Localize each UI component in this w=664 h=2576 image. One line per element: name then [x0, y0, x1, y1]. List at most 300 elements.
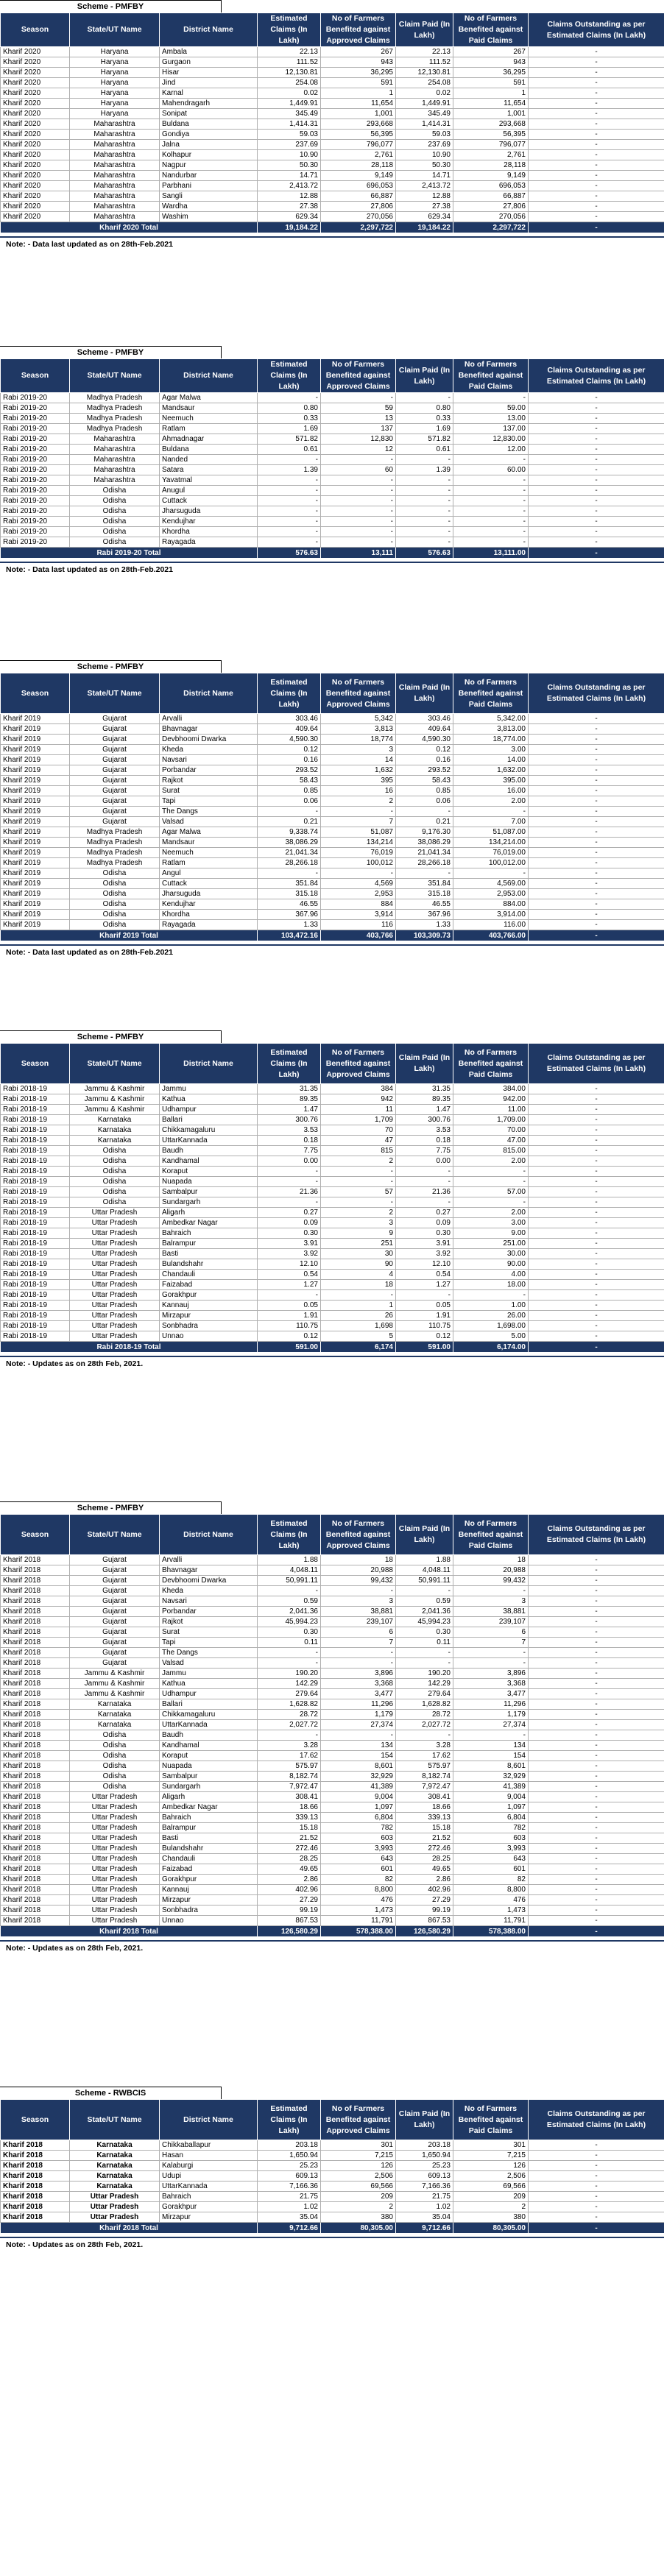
farmers-paid-cell: 5,342.00	[453, 714, 529, 724]
season-cell: Kharif 2019	[1, 858, 70, 868]
table-row	[1, 1617, 664, 1627]
farmers-paid-cell: 76,019.00	[453, 848, 529, 858]
state-cell: Odisha	[70, 486, 160, 496]
district-cell: Rajkot	[160, 776, 258, 786]
farmers-approved-cell: 1,001	[321, 109, 396, 119]
season-cell: Kharif 2020	[1, 109, 70, 119]
season-cell: Rabi 2018-19	[1, 1228, 70, 1239]
season-cell: Kharif 2018	[1, 1916, 70, 1926]
state-cell: Gujarat	[70, 1596, 160, 1607]
farmers-approved-cell: -	[321, 475, 396, 486]
farmers-paid-cell: 11,654	[453, 99, 529, 109]
district-cell: Devbhoomi Dwarka	[160, 735, 258, 745]
table-row	[1, 1875, 664, 1885]
farmers-approved-cell: 1,698	[321, 1321, 396, 1331]
farmers-approved-cell: 476	[321, 1895, 396, 1906]
season-cell: Kharif 2020	[1, 119, 70, 130]
column-header-district: District Name	[160, 1044, 258, 1084]
district-cell: Udhampur	[160, 1689, 258, 1699]
total-row	[1, 1342, 664, 1353]
season-cell: Kharif 2019	[1, 899, 70, 910]
estimated-claims-cell: 609.13	[258, 2171, 321, 2182]
farmers-approved-cell: 1,179	[321, 1710, 396, 1720]
total-outstanding: -	[529, 222, 664, 233]
district-cell: Kheda	[160, 1586, 258, 1596]
estimated-claims-cell: 1,650.94	[258, 2151, 321, 2161]
estimated-claims-cell: 1,628.82	[258, 1699, 321, 1710]
farmers-paid-cell: 26.00	[453, 1311, 529, 1321]
farmers-approved-cell: 11	[321, 1105, 396, 1115]
season-cell: Rabi 2018-19	[1, 1156, 70, 1167]
season-cell: Kharif 2018	[1, 1864, 70, 1875]
table-row	[1, 838, 664, 848]
district-cell: Ahmadnagar	[160, 434, 258, 445]
farmers-paid-cell: 696,053	[453, 181, 529, 191]
state-cell: Jammu & Kashmir	[70, 1084, 160, 1094]
estimated-claims-cell: 0.21	[258, 817, 321, 827]
state-cell: Gujarat	[70, 1607, 160, 1617]
district-cell: Kalaburgi	[160, 2161, 258, 2171]
outstanding-cell: -	[529, 465, 664, 475]
state-cell: Maharashtra	[70, 434, 160, 445]
outstanding-cell: -	[529, 1115, 664, 1125]
season-cell: Kharif 2020	[1, 212, 70, 222]
season-cell: Rabi 2018-19	[1, 1094, 70, 1105]
total-farmers-approved: 403,766	[321, 930, 396, 941]
table-row	[1, 807, 664, 817]
farmers-paid-cell: 601	[453, 1864, 529, 1875]
season-cell: Rabi 2019-20	[1, 537, 70, 548]
season-cell: Kharif 2019	[1, 889, 70, 899]
farmers-paid-cell: -	[453, 1730, 529, 1741]
column-header-estimated: Estimated Claims (In Lakh)	[258, 673, 321, 714]
farmers-paid-cell: 1,179	[453, 1710, 529, 1720]
outstanding-cell: -	[529, 1658, 664, 1669]
district-cell: Udhampur	[160, 1105, 258, 1115]
claim-paid-cell: -	[396, 517, 453, 527]
column-header-claim-paid: Claim Paid (In Lakh)	[396, 1515, 453, 1555]
farmers-paid-cell: 476	[453, 1895, 529, 1906]
claim-paid-cell: -	[396, 807, 453, 817]
outstanding-cell: -	[529, 1228, 664, 1239]
table-row	[1, 1596, 664, 1607]
estimated-claims-cell: -	[258, 537, 321, 548]
claim-paid-cell: 3.53	[396, 1125, 453, 1136]
estimated-claims-cell: 111.52	[258, 57, 321, 68]
claim-paid-cell: 1.39	[396, 465, 453, 475]
claim-paid-cell: -	[396, 506, 453, 517]
estimated-claims-cell: 21,041.34	[258, 848, 321, 858]
state-cell: Uttar Pradesh	[70, 1321, 160, 1331]
season-cell: Kharif 2018	[1, 1658, 70, 1669]
table-row	[1, 1239, 664, 1249]
column-header-claim-paid: Claim Paid (In Lakh)	[396, 359, 453, 393]
district-cell: Faizabad	[160, 1864, 258, 1875]
farmers-paid-cell: -	[453, 1290, 529, 1301]
district-cell: Gorakhpur	[160, 1290, 258, 1301]
district-cell: Cuttack	[160, 496, 258, 506]
district-cell: Nanded	[160, 455, 258, 465]
season-cell: Kharif 2020	[1, 57, 70, 68]
season-cell: Kharif 2018	[1, 1833, 70, 1844]
claim-paid-cell: 300.76	[396, 1115, 453, 1125]
farmers-approved-cell: 601	[321, 1864, 396, 1875]
claim-paid-cell: 111.52	[396, 57, 453, 68]
farmers-approved-cell: 5,342	[321, 714, 396, 724]
farmers-approved-cell: 1,473	[321, 1906, 396, 1916]
estimated-claims-cell: 0.61	[258, 445, 321, 455]
total-farmers-approved: 578,388.00	[321, 1926, 396, 1937]
total-claim-paid: 576.63	[396, 548, 453, 559]
state-cell: Uttar Pradesh	[70, 1259, 160, 1270]
estimated-claims-cell: 1.39	[258, 465, 321, 475]
outstanding-cell: -	[529, 776, 664, 786]
claims-table	[0, 2099, 664, 2234]
table-row	[1, 486, 664, 496]
table-row	[1, 2192, 664, 2202]
season-cell: Rabi 2018-19	[1, 1331, 70, 1342]
farmers-paid-cell: 116.00	[453, 920, 529, 930]
district-cell: Sonbhadra	[160, 1321, 258, 1331]
district-cell: Valsad	[160, 1658, 258, 1669]
outstanding-cell: -	[529, 2212, 664, 2223]
district-cell: Jharsuguda	[160, 889, 258, 899]
table-row	[1, 1576, 664, 1586]
farmers-paid-cell: 69,566	[453, 2182, 529, 2192]
outstanding-cell: -	[529, 1290, 664, 1301]
table-row	[1, 160, 664, 171]
claim-paid-cell: 1,414.31	[396, 119, 453, 130]
table-row	[1, 171, 664, 181]
column-header-estimated: Estimated Claims (In Lakh)	[258, 2100, 321, 2140]
estimated-claims-cell: -	[258, 517, 321, 527]
district-cell: Mandsaur	[160, 838, 258, 848]
state-cell: Karnataka	[70, 2151, 160, 2161]
farmers-approved-cell: 9,149	[321, 171, 396, 181]
state-cell: Odisha	[70, 910, 160, 920]
season-cell: Rabi 2019-20	[1, 393, 70, 403]
table-row	[1, 1627, 664, 1638]
total-claim-paid: 19,184.22	[396, 222, 453, 233]
farmers-paid-cell: 3.00	[453, 745, 529, 755]
table-row	[1, 403, 664, 414]
claim-paid-cell: 629.34	[396, 212, 453, 222]
season-cell: Kharif 2020	[1, 150, 70, 160]
farmers-paid-cell: 270,056	[453, 212, 529, 222]
district-cell: Rajkot	[160, 1617, 258, 1627]
total-estimated: 591.00	[258, 1342, 321, 1353]
estimated-claims-cell: -	[258, 455, 321, 465]
district-cell: Neemuch	[160, 848, 258, 858]
total-claim-paid: 126,580.29	[396, 1926, 453, 1937]
claim-paid-cell: 303.46	[396, 714, 453, 724]
state-cell: Karnataka	[70, 1720, 160, 1730]
farmers-approved-cell: 47	[321, 1136, 396, 1146]
farmers-approved-cell: 591	[321, 78, 396, 88]
table-row	[1, 1710, 664, 1720]
table-row	[1, 1648, 664, 1658]
farmers-approved-cell: 3	[321, 1218, 396, 1228]
estimated-claims-cell: 0.80	[258, 403, 321, 414]
estimated-claims-cell: -	[258, 1167, 321, 1177]
outstanding-cell: -	[529, 2192, 664, 2202]
total-estimated: 103,472.16	[258, 930, 321, 941]
farmers-approved-cell: -	[321, 506, 396, 517]
claim-paid-cell: 14.71	[396, 171, 453, 181]
claims-table	[0, 1043, 664, 1353]
season-cell: Kharif 2018	[1, 1885, 70, 1895]
outstanding-cell: -	[529, 920, 664, 930]
farmers-approved-cell: -	[321, 1290, 396, 1301]
state-cell: Uttar Pradesh	[70, 2212, 160, 2223]
state-cell: Gujarat	[70, 735, 160, 745]
outstanding-cell: -	[529, 1084, 664, 1094]
state-cell: Maharashtra	[70, 119, 160, 130]
table-row	[1, 109, 664, 119]
season-cell: Kharif 2018	[1, 1792, 70, 1802]
district-cell: Anugul	[160, 486, 258, 496]
estimated-claims-cell: 254.08	[258, 78, 321, 88]
claim-paid-cell: -	[396, 455, 453, 465]
season-cell: Kharif 2018	[1, 1741, 70, 1751]
estimated-claims-cell: 0.12	[258, 1331, 321, 1342]
farmers-paid-cell: -	[453, 455, 529, 465]
district-cell: Koraput	[160, 1167, 258, 1177]
district-cell: Bahraich	[160, 1813, 258, 1823]
state-cell: Uttar Pradesh	[70, 1290, 160, 1301]
district-cell: Ratlam	[160, 424, 258, 434]
outstanding-cell: -	[529, 445, 664, 455]
estimated-claims-cell: -	[258, 1177, 321, 1187]
claim-paid-cell: 17.62	[396, 1751, 453, 1761]
column-header-claim-paid: Claim Paid (In Lakh)	[396, 13, 453, 47]
table-row	[1, 755, 664, 765]
outstanding-cell: -	[529, 1607, 664, 1617]
claim-paid-cell: 203.18	[396, 2140, 453, 2151]
farmers-paid-cell: 30.00	[453, 1249, 529, 1259]
state-cell: Uttar Pradesh	[70, 1823, 160, 1833]
table-row	[1, 1290, 664, 1301]
state-cell: Uttar Pradesh	[70, 1875, 160, 1885]
farmers-approved-cell: 8,800	[321, 1885, 396, 1895]
column-header-season: Season	[1, 2100, 70, 2140]
state-cell: Gujarat	[70, 1638, 160, 1648]
outstanding-cell: -	[529, 1586, 664, 1596]
table-row	[1, 2171, 664, 2182]
column-header-estimated: Estimated Claims (In Lakh)	[258, 13, 321, 47]
table-row	[1, 140, 664, 150]
claim-paid-cell: 409.64	[396, 724, 453, 735]
outstanding-cell: -	[529, 119, 664, 130]
farmers-approved-cell: -	[321, 868, 396, 879]
estimated-claims-cell: 14.71	[258, 171, 321, 181]
column-header-farmers-paid: No of Farmers Benefited against Paid Claims	[453, 359, 529, 393]
total-estimated: 19,184.22	[258, 222, 321, 233]
claim-paid-cell: 12.10	[396, 1259, 453, 1270]
table-row	[1, 1218, 664, 1228]
season-cell: Kharif 2020	[1, 99, 70, 109]
estimated-claims-cell: 22.13	[258, 47, 321, 57]
claim-paid-cell: 28.25	[396, 1854, 453, 1864]
update-note: Note: - Data last updated as on 28th-Feb.2021	[0, 562, 664, 575]
season-cell: Kharif 2019	[1, 879, 70, 889]
season-cell: Rabi 2019-20	[1, 475, 70, 486]
state-cell: Odisha	[70, 1197, 160, 1208]
farmers-approved-cell: 2	[321, 1156, 396, 1167]
outstanding-cell: -	[529, 434, 664, 445]
farmers-approved-cell: 70	[321, 1125, 396, 1136]
farmers-approved-cell: 301	[321, 2140, 396, 2151]
estimated-claims-cell: 0.54	[258, 1270, 321, 1280]
estimated-claims-cell: 10.90	[258, 150, 321, 160]
column-header-state: State/UT Name	[70, 1044, 160, 1084]
table-row	[1, 2202, 664, 2212]
outstanding-cell: -	[529, 786, 664, 796]
column-header-state: State/UT Name	[70, 359, 160, 393]
farmers-approved-cell: 6,804	[321, 1813, 396, 1823]
farmers-paid-cell: 3,813.00	[453, 724, 529, 735]
outstanding-cell: -	[529, 496, 664, 506]
outstanding-cell: -	[529, 88, 664, 99]
farmers-approved-cell: -	[321, 517, 396, 527]
farmers-paid-cell: 28,118	[453, 160, 529, 171]
estimated-claims-cell: 1,414.31	[258, 119, 321, 130]
outstanding-cell: -	[529, 755, 664, 765]
table-row	[1, 496, 664, 506]
estimated-claims-cell: 0.09	[258, 1218, 321, 1228]
state-cell: Odisha	[70, 879, 160, 889]
estimated-claims-cell: 59.03	[258, 130, 321, 140]
season-cell: Kharif 2018	[1, 1906, 70, 1916]
table-row	[1, 1177, 664, 1187]
outstanding-cell: -	[529, 506, 664, 517]
farmers-approved-cell: -	[321, 496, 396, 506]
outstanding-cell: -	[529, 2202, 664, 2212]
season-cell: Rabi 2018-19	[1, 1136, 70, 1146]
district-cell: Unnao	[160, 1916, 258, 1926]
season-cell: Kharif 2019	[1, 745, 70, 755]
season-cell: Kharif 2018	[1, 2171, 70, 2182]
farmers-paid-cell: -	[453, 475, 529, 486]
claim-paid-cell: 0.61	[396, 445, 453, 455]
state-cell: Odisha	[70, 889, 160, 899]
season-cell: Kharif 2018	[1, 1586, 70, 1596]
state-cell: Odisha	[70, 496, 160, 506]
farmers-paid-cell: 27,374	[453, 1720, 529, 1730]
column-header-estimated: Estimated Claims (In Lakh)	[258, 1515, 321, 1555]
table-row	[1, 1741, 664, 1751]
state-cell: Haryana	[70, 57, 160, 68]
claim-paid-cell: 0.12	[396, 745, 453, 755]
claim-paid-cell: 293.52	[396, 765, 453, 776]
farmers-approved-cell: 1	[321, 1301, 396, 1311]
claim-paid-cell: 59.03	[396, 130, 453, 140]
farmers-paid-cell: 51,087.00	[453, 827, 529, 838]
outstanding-cell: -	[529, 2151, 664, 2161]
table-row	[1, 393, 664, 403]
season-cell: Kharif 2018	[1, 1565, 70, 1576]
claim-paid-cell: 15.18	[396, 1823, 453, 1833]
table-row	[1, 848, 664, 858]
update-note: Note: - Data last updated as on 28th-Feb.2021	[0, 236, 664, 250]
column-header-season: Season	[1, 673, 70, 714]
farmers-paid-cell: 60.00	[453, 465, 529, 475]
column-header-farmers-approved: No of Farmers Benefited against Approved Claims	[321, 1044, 396, 1084]
claim-paid-cell: 1.33	[396, 920, 453, 930]
claim-paid-cell: 3.91	[396, 1239, 453, 1249]
estimated-claims-cell: 4,590.30	[258, 735, 321, 745]
table-row	[1, 506, 664, 517]
district-cell: Ambala	[160, 47, 258, 57]
estimated-claims-cell: 1.02	[258, 2202, 321, 2212]
state-cell: Uttar Pradesh	[70, 2192, 160, 2202]
total-farmers-paid: 6,174.00	[453, 1342, 529, 1353]
claim-paid-cell: 25.23	[396, 2161, 453, 2171]
farmers-paid-cell: -	[453, 1648, 529, 1658]
state-cell: Haryana	[70, 109, 160, 119]
table-row	[1, 414, 664, 424]
total-outstanding: -	[529, 1342, 664, 1353]
farmers-paid-cell: 18,774.00	[453, 735, 529, 745]
table-row	[1, 57, 664, 68]
estimated-claims-cell: 3.91	[258, 1239, 321, 1249]
estimated-claims-cell: 28.72	[258, 1710, 321, 1720]
estimated-claims-cell: -	[258, 1197, 321, 1208]
state-cell: Gujarat	[70, 776, 160, 786]
estimated-claims-cell: 25.23	[258, 2161, 321, 2171]
farmers-paid-cell: 239,107	[453, 1617, 529, 1627]
table-row	[1, 1156, 664, 1167]
estimated-claims-cell: 0.30	[258, 1228, 321, 1239]
state-cell: Karnataka	[70, 2182, 160, 2192]
district-cell: Angul	[160, 868, 258, 879]
district-cell: Baudh	[160, 1730, 258, 1741]
claim-paid-cell: 21.36	[396, 1187, 453, 1197]
outstanding-cell: -	[529, 1208, 664, 1218]
estimated-claims-cell: -	[258, 496, 321, 506]
district-cell: Hisar	[160, 68, 258, 78]
state-cell: Odisha	[70, 1751, 160, 1761]
state-cell: Gujarat	[70, 1658, 160, 1669]
outstanding-cell: -	[529, 765, 664, 776]
district-cell: Khordha	[160, 910, 258, 920]
scheme-title: Scheme - PMFBY	[0, 346, 222, 359]
farmers-approved-cell: 380	[321, 2212, 396, 2223]
farmers-approved-cell: 384	[321, 1084, 396, 1094]
total-row	[1, 930, 664, 941]
estimated-claims-cell: 21.75	[258, 2192, 321, 2202]
farmers-paid-cell: 1,632.00	[453, 765, 529, 776]
outstanding-cell: -	[529, 191, 664, 202]
total-farmers-paid: 403,766.00	[453, 930, 529, 941]
farmers-approved-cell: 27,374	[321, 1720, 396, 1730]
state-cell: Madhya Pradesh	[70, 827, 160, 838]
state-cell: Odisha	[70, 868, 160, 879]
claim-paid-cell: 21,041.34	[396, 848, 453, 858]
season-cell: Kharif 2018	[1, 1720, 70, 1730]
outstanding-cell: -	[529, 78, 664, 88]
estimated-claims-cell: 293.52	[258, 765, 321, 776]
table-row	[1, 1916, 664, 1926]
claim-paid-cell: 0.85	[396, 786, 453, 796]
table-row	[1, 796, 664, 807]
total-farmers-approved: 2,297,722	[321, 222, 396, 233]
farmers-paid-cell: -	[453, 506, 529, 517]
table-row	[1, 1586, 664, 1596]
column-header-state: State/UT Name	[70, 1515, 160, 1555]
claim-paid-cell: 0.59	[396, 1596, 453, 1607]
outstanding-cell: -	[529, 212, 664, 222]
